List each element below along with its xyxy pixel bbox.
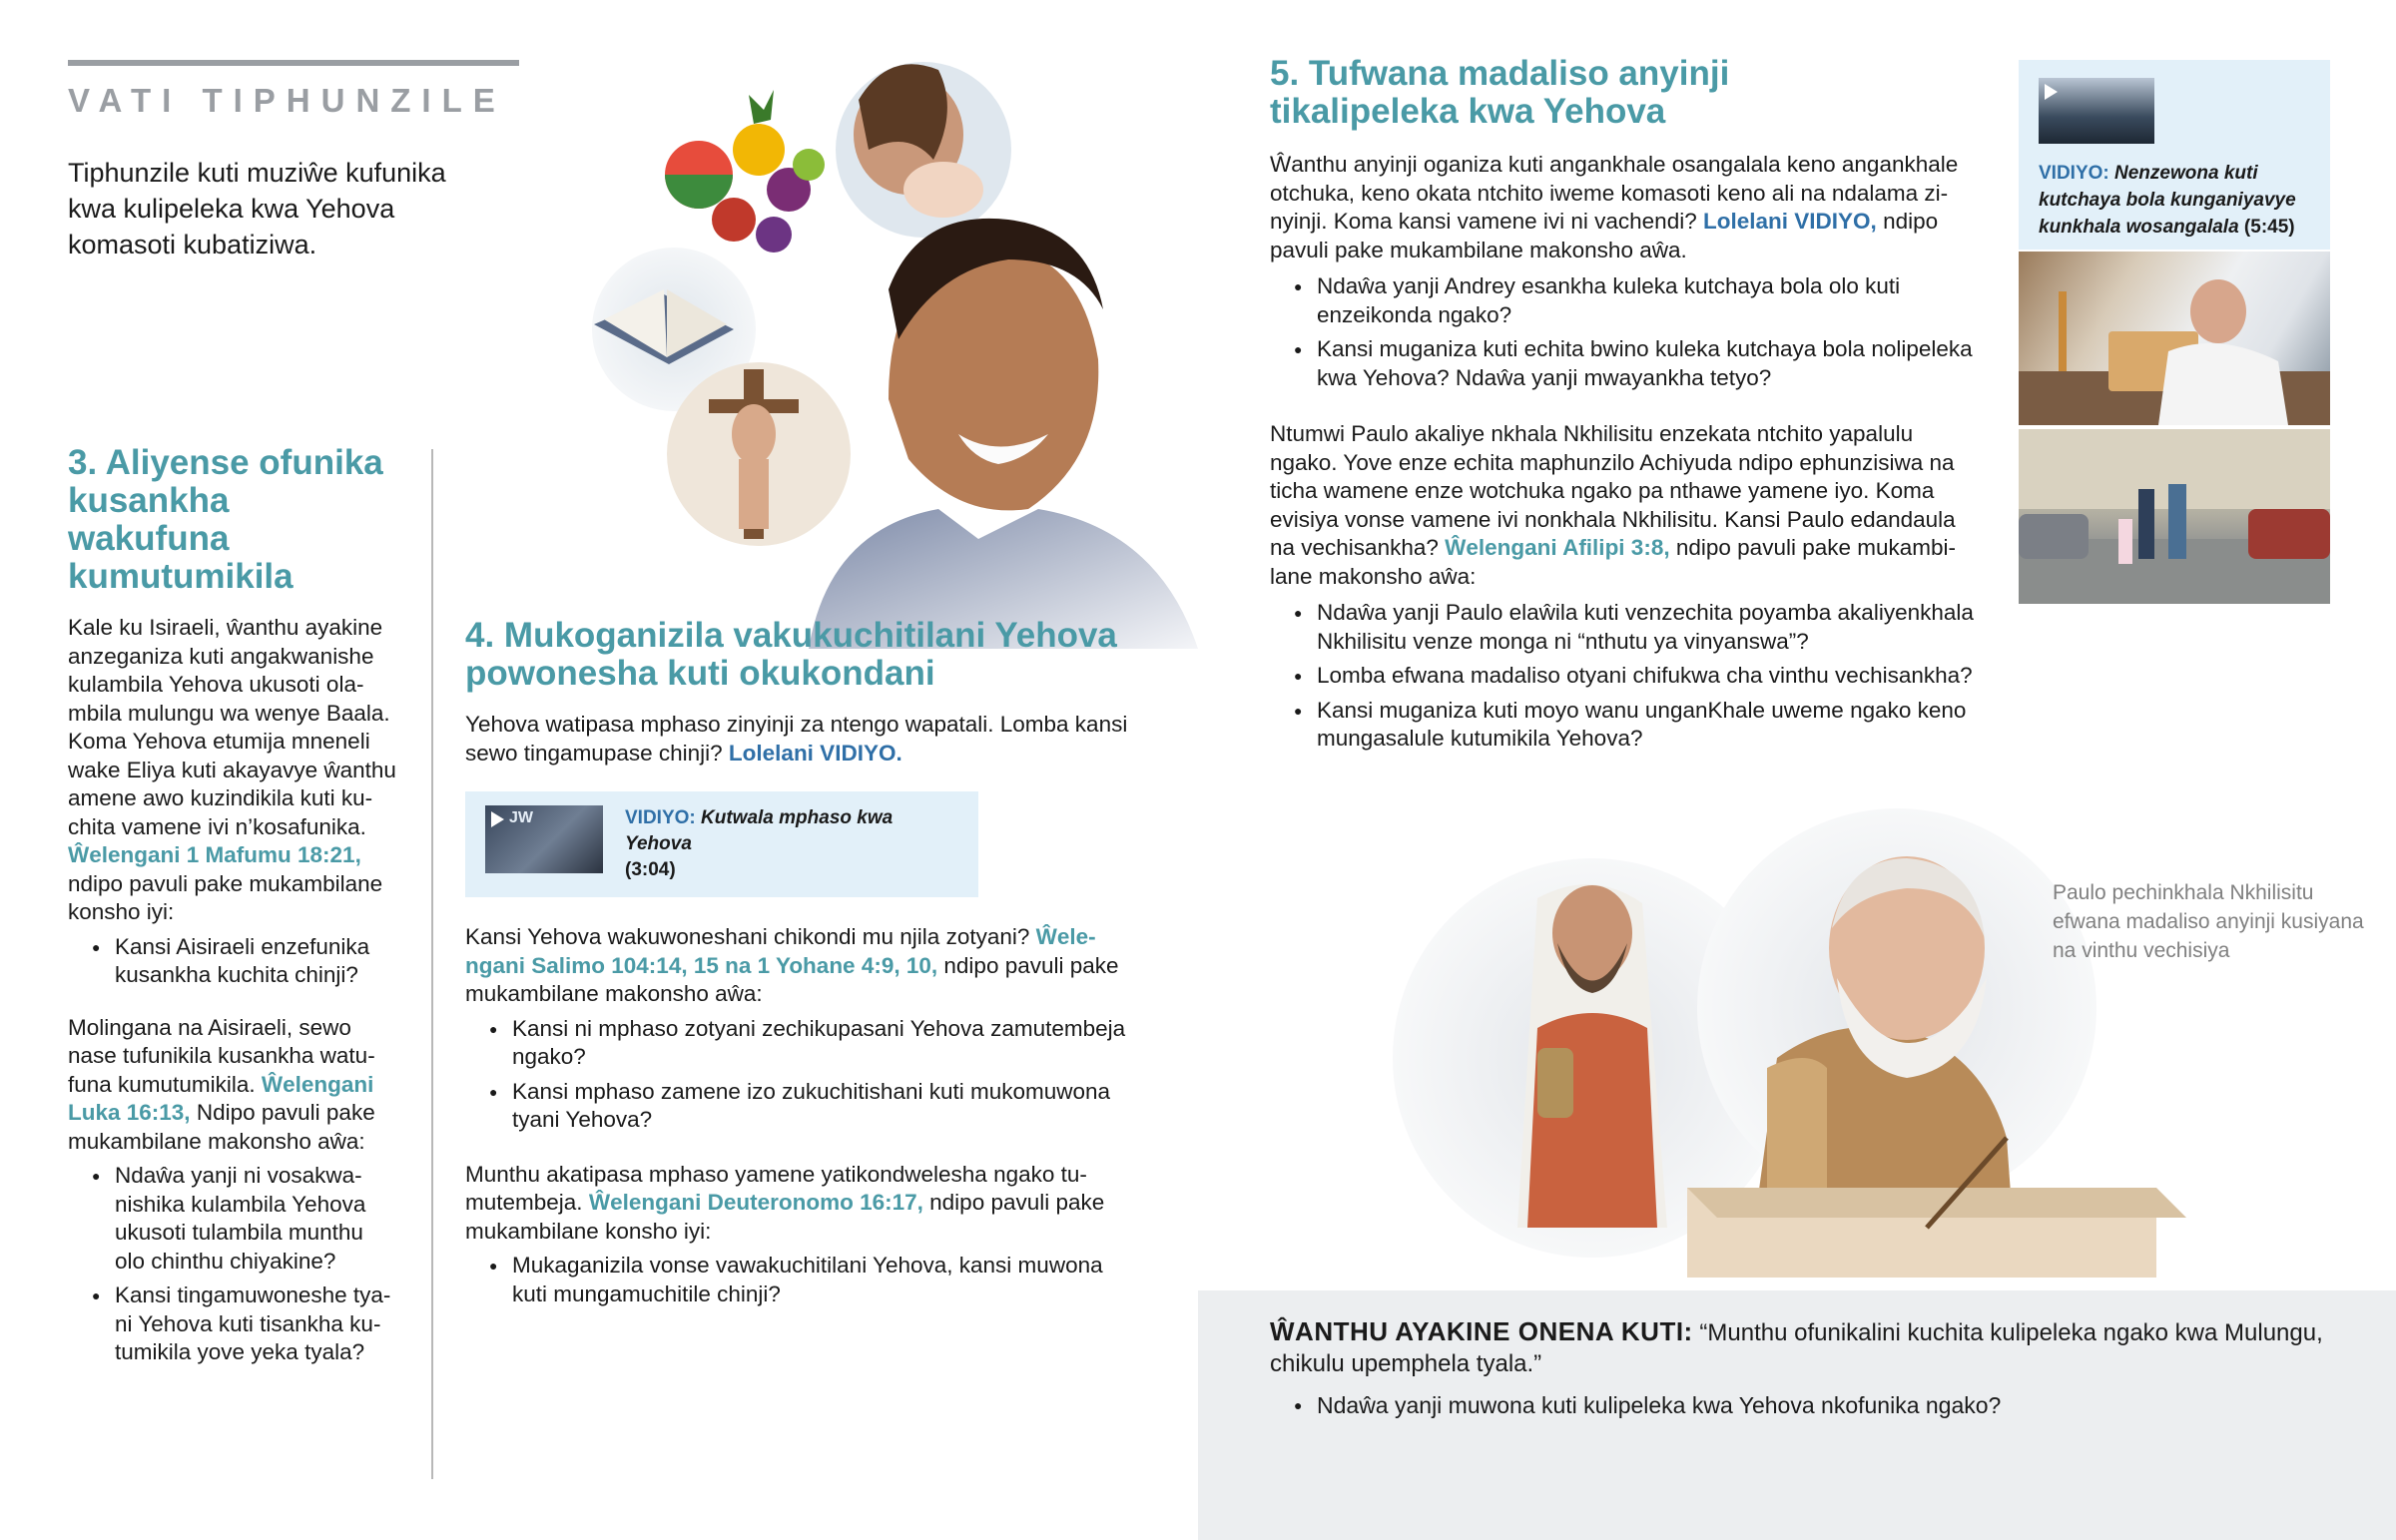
illustration-caption: Paulo pechinkhala Nkhilisitu efwana madaliso anyinji kusiyana na vinthu vechisiya xyxy=(2053,881,2364,962)
question-list xyxy=(1270,272,1999,392)
scripture-link[interactable]: Ŵelengani Luka 16:13, xyxy=(68,1071,374,1125)
paragraph-text: Munthu akatipasa mphaso yamene yatikondwelesha ngako tumutembeja. xyxy=(465,1161,1087,1215)
question-list xyxy=(68,1162,397,1367)
list-item: ● Ndaŵa yanji Andrey esankha kuleka kutchaya bola olo kuti enzeikonda ngako? xyxy=(1270,272,1999,329)
photo-laptop-scene xyxy=(2019,252,2330,425)
video-title[interactable]: Kutwala mphaso kwa Yehova xyxy=(625,807,894,854)
list-item: ● Kansi ni mphaso zotyani zechikupasani Yehova zamutembeja ngako? xyxy=(465,1015,1134,1072)
list-item: ● Lomba efwana madaliso otyani chifukwa cha vinthu vechisankha? xyxy=(1270,662,1999,691)
question-list xyxy=(1270,599,1999,754)
section-4-heading: 4. Mukoganizila vakukuchitilani Yehova powonesha kuti okukondani xyxy=(465,616,1117,693)
video-info xyxy=(2039,160,2310,241)
section-5-paragraph-2 xyxy=(1270,420,1969,591)
video-title[interactable]: Nenzewona kuti kutchaya bola kunganiyavye kunkhala wosangalala xyxy=(2039,163,2296,238)
section-4-paragraph-2 xyxy=(465,923,1134,1009)
list-item: ● Kansi Aisiraeli enzefunika kusankha kuchita chinji? xyxy=(68,933,397,990)
video-length: (3:04) xyxy=(625,859,676,880)
illustration-gifts-and-man xyxy=(559,40,1198,649)
side-video-card[interactable] xyxy=(2019,60,2330,250)
paragraph-text: Kale ku Isiraeli, ŵanthu ayakine anzeganiza kuti angakwanishe kulambila Yehova ukusoti olambila mulungu wa wenye Baala. Koma Yehova etumija mneneli wake Eliya kuti akayavye ŵanthu amene awo kuzindikila kuti kuchita vamene ivi n’kosafunika. xyxy=(68,615,396,839)
photo-family-on-street xyxy=(2019,429,2330,604)
others-say-label: ŴANTHU AYAKINE ONENA KUTI: xyxy=(1270,1316,1693,1346)
video-length: (5:45) xyxy=(2243,217,2295,238)
paragraph-text: Ndipo pavuli pake mukambilane makonsho aŵa: xyxy=(68,1100,375,1154)
question-list xyxy=(68,933,397,990)
paragraph-text: Ŵanthu anyinji oganiza kuti angankhale osangalala keno angankhale otchuka, keno okata ntchito iweme komasoti keno ali na ndalama zinyinji. Koma kansi vamene ivi ni vachendi? xyxy=(1270,152,1959,234)
page-title: VATI TIPHUNZILE xyxy=(68,82,506,119)
video-label: VIDIYO: xyxy=(2039,163,2109,184)
question-list xyxy=(465,1252,1134,1308)
list-item: ● Ndaŵa yanji ni vosakwanishika kulambila Yehova ukusoti tulambila munthu olo chinthu chiyakine? xyxy=(68,1162,397,1276)
section-4-paragraph-1 xyxy=(465,711,1134,768)
watch-video-link[interactable]: Lolelani VIDIYO, xyxy=(1703,209,1877,234)
video-card[interactable] xyxy=(465,791,978,897)
others-say-box xyxy=(1198,1290,2396,1540)
list-item: ● Kansi muganiza kuti echita bwino kuleka kutchaya bola nolipeleka kwa Yehova? Ndaŵa yanji mwayankha tetyo? xyxy=(1270,335,1999,392)
video-label: VIDIYO: xyxy=(625,807,696,828)
play-icon[interactable] xyxy=(2045,84,2058,100)
paragraph-text: Ntumwi Paulo akaliye nkhala Nkhilisitu enzekata ntchito yapalulu ngako. Yove enze echita maphunzilo Achiyuda ndipo ephunzisiwa na ticha wamene enze wotchuka ngako pa nthawe yamene iyo. Koma evisiya vonse vamene ivi nonkhala Nkhilisitu. Kansi Paulo edandaula na vechisankha? xyxy=(1270,421,1956,560)
question-list xyxy=(465,1015,1134,1135)
video-info xyxy=(625,805,958,883)
scripture-link[interactable]: Ŵelengani Deuteronomo 16:17, xyxy=(588,1190,923,1215)
list-item: ● Mukaganizila vonse vawakuchitilani Yehova, kansi muwona kuti mungamuchitile chinji? xyxy=(465,1252,1134,1308)
scripture-link[interactable]: Ŵelengani Afilipi 3:8, xyxy=(1445,535,1670,560)
play-icon[interactable] xyxy=(491,811,504,827)
question-list xyxy=(1270,1391,2324,1420)
scripture-link[interactable]: Ŵelengani 1 Mafumu 18:21, xyxy=(68,842,361,867)
section-4-paragraph-3 xyxy=(465,1161,1134,1247)
watch-video-link[interactable]: Lolelani VIDIYO. xyxy=(728,740,902,766)
section-3-paragraph-1 xyxy=(68,614,397,927)
list-item: ● Ndaŵa yanji Paulo elaŵila kuti venzechita poyamba akaliyenkhala Nkhilisitu venze monga ni “nthutu ya vinyanswa”? xyxy=(1270,599,1999,656)
jw-logo: JW xyxy=(509,809,533,826)
others-say-quote xyxy=(1270,1316,2324,1379)
paragraph-text: ndipo pavuli pake mukambilane makonsho aŵa: xyxy=(465,952,1119,1006)
paragraph-text: ndipo pavuli pake mukambilane konsho iyi: xyxy=(68,870,383,924)
section-5 xyxy=(1270,55,1999,754)
list-item: ● Ndaŵa yanji muwona kuti kulipeleka kwa Yehova nkofunika ngako? xyxy=(1270,1391,2324,1420)
paragraph-text: Kansi Yehova wakuwoneshani chikondi mu njila zotyani? xyxy=(465,924,1030,949)
quote-text: “Munthu ofunikalini kuchita kulipeleka ngako kwa Mulungu, chikulu upemphela tyala.” xyxy=(1270,1319,2323,1377)
list-item: ● Kansi tingamuwoneshe tyani Yehova kuti tisankha kutumikila yove yeka tyala? xyxy=(68,1282,397,1367)
scripture-link[interactable]: Ŵelengani Salimo 104:14, 15 na 1 Yohane 4:9, 10, xyxy=(465,924,1096,978)
list-item: ● Kansi muganiza kuti moyo wanu unganKhale uweme ngako keno mungasalule kutumikila Yehova? xyxy=(1270,697,1999,754)
paragraph-text: Molingana na Aisiraeli, sewo nase tufunikila kusankha watufuna kumutumikila. xyxy=(68,1014,375,1097)
paragraph-text: ndipo pavuli pake mukambilane makonsho aŵa: xyxy=(1270,535,1957,589)
column-divider xyxy=(431,449,433,1479)
list-item: ● Kansi mphaso zamene izo zukuchitishani kuti mukomuwona tyani Yehova? xyxy=(465,1078,1134,1135)
paragraph-text: ndipo pavuli pake mukambilane makonsho aŵa. xyxy=(1270,209,1939,262)
video-thumbnail[interactable] xyxy=(485,805,603,873)
intro-text: Tiphunzile kuti muziŵe kufunika kwa kulipeleka kwa Yehova komasoti kubatiziwa. xyxy=(68,158,446,259)
section-5-heading: 5. Tufwana madaliso anyinji tikalipeleka kwa Yehova xyxy=(1270,54,1730,131)
section-3-heading: 3. Aliyense ofunika kusankha wakufuna kumutumikila xyxy=(68,443,383,596)
header-rule xyxy=(68,60,519,66)
section-4 xyxy=(465,617,1134,1308)
section-5-paragraph-1 xyxy=(1270,151,1989,264)
paragraph-text: ndipo pavuli pake mukambilane konsho iyi: xyxy=(465,1190,1105,1244)
paragraph-text: Yehova watipasa mphaso zinyinji za ntengo wapatali. Lomba kansi sewo tingamupase chinji? xyxy=(465,712,1128,766)
section-3-paragraph-2 xyxy=(68,1014,397,1157)
video-thumbnail[interactable] xyxy=(2039,78,2154,144)
photo-street-scene xyxy=(2019,429,2330,604)
photo-man-at-laptop xyxy=(2019,252,2330,425)
section-3 xyxy=(68,444,397,1367)
